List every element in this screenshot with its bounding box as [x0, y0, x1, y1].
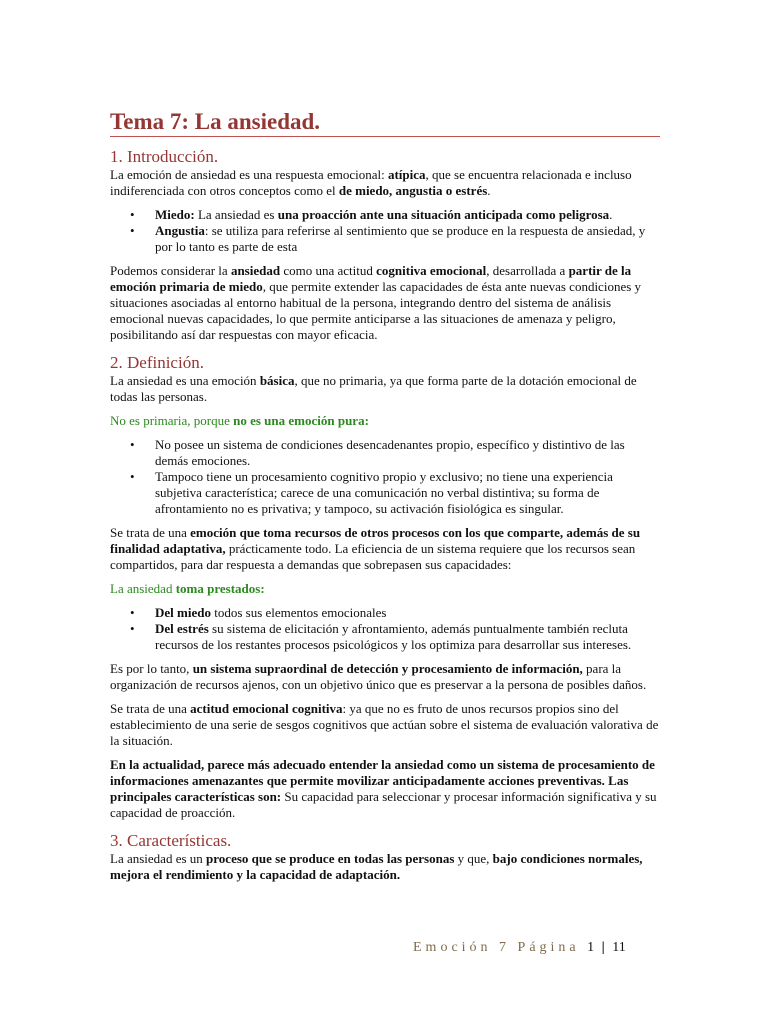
- bold-run: toma prestados:: [175, 581, 265, 596]
- bold-run: una proacción ante una situación anticipada como peligrosa: [277, 207, 610, 222]
- text-run: Se trata de una: [110, 525, 191, 540]
- footer-label: Emoción 7 Página: [413, 940, 580, 955]
- text-run: .: [487, 183, 491, 198]
- bold-run: ansiedad: [230, 263, 281, 278]
- page-title: Tema 7: La ansiedad.: [110, 108, 660, 137]
- section-heading-intro: 1. Introducción.: [110, 147, 219, 166]
- bold-run: atípica: [387, 167, 426, 182]
- bold-run: un sistema supraordinal de detección y procesamiento de información,: [192, 661, 583, 676]
- text-run: Su capacidad para seleccionar y procesar información significativa y su capacidad de proacción.: [110, 789, 657, 820]
- def-green-line-1: [110, 413, 660, 429]
- text-run: y que,: [454, 851, 493, 866]
- text-run: La ansiedad es un: [110, 851, 207, 866]
- def-bullet-list-1: [110, 437, 660, 517]
- bold-run: cognitiva emocional: [376, 263, 487, 278]
- bold-run: Del estrés: [155, 621, 209, 636]
- def-paragraph-1: [110, 373, 660, 405]
- car-paragraph-1: [110, 851, 660, 883]
- intro-bullet-list: [110, 207, 660, 255]
- def-paragraph-2: [110, 525, 660, 573]
- text-run: : se utiliza para referirse al sentimiento que se produce en la respuesta de ansiedad, y por lo tanto es parte de esta: [155, 223, 646, 254]
- list-item: [110, 621, 660, 653]
- text-run: La ansiedad: [110, 581, 176, 596]
- bullet-icon: •: [130, 605, 135, 620]
- text-run: No posee un sistema de condiciones desencadenantes propio, específico y distintivo de las demás emociones.: [155, 437, 625, 468]
- def-paragraph-5: [110, 757, 660, 821]
- text-run: La ansiedad es: [194, 207, 278, 222]
- text-run: , desarrollada a: [486, 263, 569, 278]
- text-run: No es primaria, porque: [110, 413, 234, 428]
- text-run: : ya que no es fruto de unos recursos propios sino del establecimiento de una serie de sesgos cognitivos que actúan sobre el sistema de evaluación valorativa de la situación.: [110, 701, 659, 748]
- bold-run: actitud emocional cognitiva: [190, 701, 343, 716]
- text-run: Se trata de una: [110, 701, 191, 716]
- bullet-icon: •: [130, 469, 135, 484]
- page-footer: [413, 940, 626, 956]
- section-heading-definicion: 2. Definición.: [110, 353, 204, 372]
- text-run: La emoción de ansiedad es una respuesta emocional:: [110, 167, 388, 182]
- bullet-icon: •: [130, 621, 135, 636]
- intro-paragraph-2: [110, 263, 660, 343]
- footer-page-number: 1: [587, 940, 595, 955]
- def-paragraph-4: [110, 701, 660, 749]
- bold-run: bajo condiciones normales, mejora el rendimiento y la capacidad de adaptación.: [110, 851, 643, 882]
- bold-run: de miedo, angustia o estrés: [338, 183, 488, 198]
- bold-run: Miedo:: [155, 207, 195, 222]
- list-item: [110, 469, 660, 517]
- def-bullet-list-2: [110, 605, 660, 653]
- text-run: todos sus elementos emocionales: [210, 605, 387, 620]
- bold-run: no es una emoción pura:: [233, 413, 369, 428]
- text-run: su sistema de elicitación y afrontamiento, además puntualmente también recluta recursos de los restantes procesos psicológicos y los optimiza para desarrollar sus intereses.: [155, 621, 632, 652]
- text-run: Tampoco tiene un procesamiento cognitivo propio y exclusivo; no tiene una experiencia subjetiva característica; carece de una comunicación no verbal distintiva; su forma de afrontamiento no es privativa; y tampoco, su activación fisiológica es singular.: [155, 469, 613, 516]
- section-heading-caracteristicas: 3. Características.: [110, 831, 232, 850]
- list-item: [110, 437, 660, 469]
- list-item: [110, 223, 660, 255]
- bold-run: proceso que se produce en todas las personas: [206, 851, 455, 866]
- text-run: para la organización de recursos ajenos, con un objetivo único que es preservar a la persona de posibles daños.: [110, 661, 647, 692]
- text-run: , que se encuentra relacionada e incluso indiferenciada con otros conceptos como el: [110, 167, 632, 198]
- bold-run: Angustia: [155, 223, 205, 238]
- text-run: , que permite extender las capacidades de ésta ante nuevas condiciones y situaciones asociadas al entorno habitual de la persona, integrando dentro del sistema de análisis emocional nuevas capacidades, lo que permite anticiparse a las situaciones de amenaza y peligro, posibilitando así dar respuestas con mayor eficacia.: [110, 279, 642, 342]
- text-run: prácticamente todo. La eficiencia de un sistema requiere que los recursos sean compartidos, para dar respuesta a demandas que sobrepasen sus capacidades:: [110, 541, 636, 572]
- bold-run: partir de la emoción primaria de miedo: [110, 263, 632, 294]
- document-page: [110, 108, 660, 891]
- def-paragraph-3: [110, 661, 660, 693]
- text-run: .: [609, 207, 613, 222]
- bold-run: básica: [259, 373, 295, 388]
- text-run: Es por lo tanto,: [110, 661, 193, 676]
- footer-separator: |: [601, 940, 605, 955]
- bullet-icon: •: [130, 207, 135, 222]
- text-run: La ansiedad es una emoción: [110, 373, 260, 388]
- footer-page-total: 11: [612, 940, 626, 955]
- def-green-line-2: [110, 581, 660, 597]
- bold-run: En la actualidad, parece más adecuado entender la ansiedad como un sistema de procesamiento de informaciones amenazantes que permite movilizar anticipadamente acciones preventivas. Las principales características son:: [110, 757, 655, 804]
- text-run: , que no primaria, ya que forma parte de la dotación emocional de todas las personas.: [110, 373, 637, 404]
- intro-paragraph-1: [110, 167, 660, 199]
- list-item: [110, 207, 660, 223]
- text-run: Podemos considerar la: [110, 263, 231, 278]
- list-item: [110, 605, 660, 621]
- bullet-icon: •: [130, 223, 135, 238]
- text-run: como una actitud: [280, 263, 377, 278]
- bullet-icon: •: [130, 437, 135, 452]
- bold-run: emoción que toma recursos de otros procesos con los que comparte, además de su finalidad adaptativa,: [110, 525, 641, 556]
- bold-run: Del miedo: [155, 605, 211, 620]
